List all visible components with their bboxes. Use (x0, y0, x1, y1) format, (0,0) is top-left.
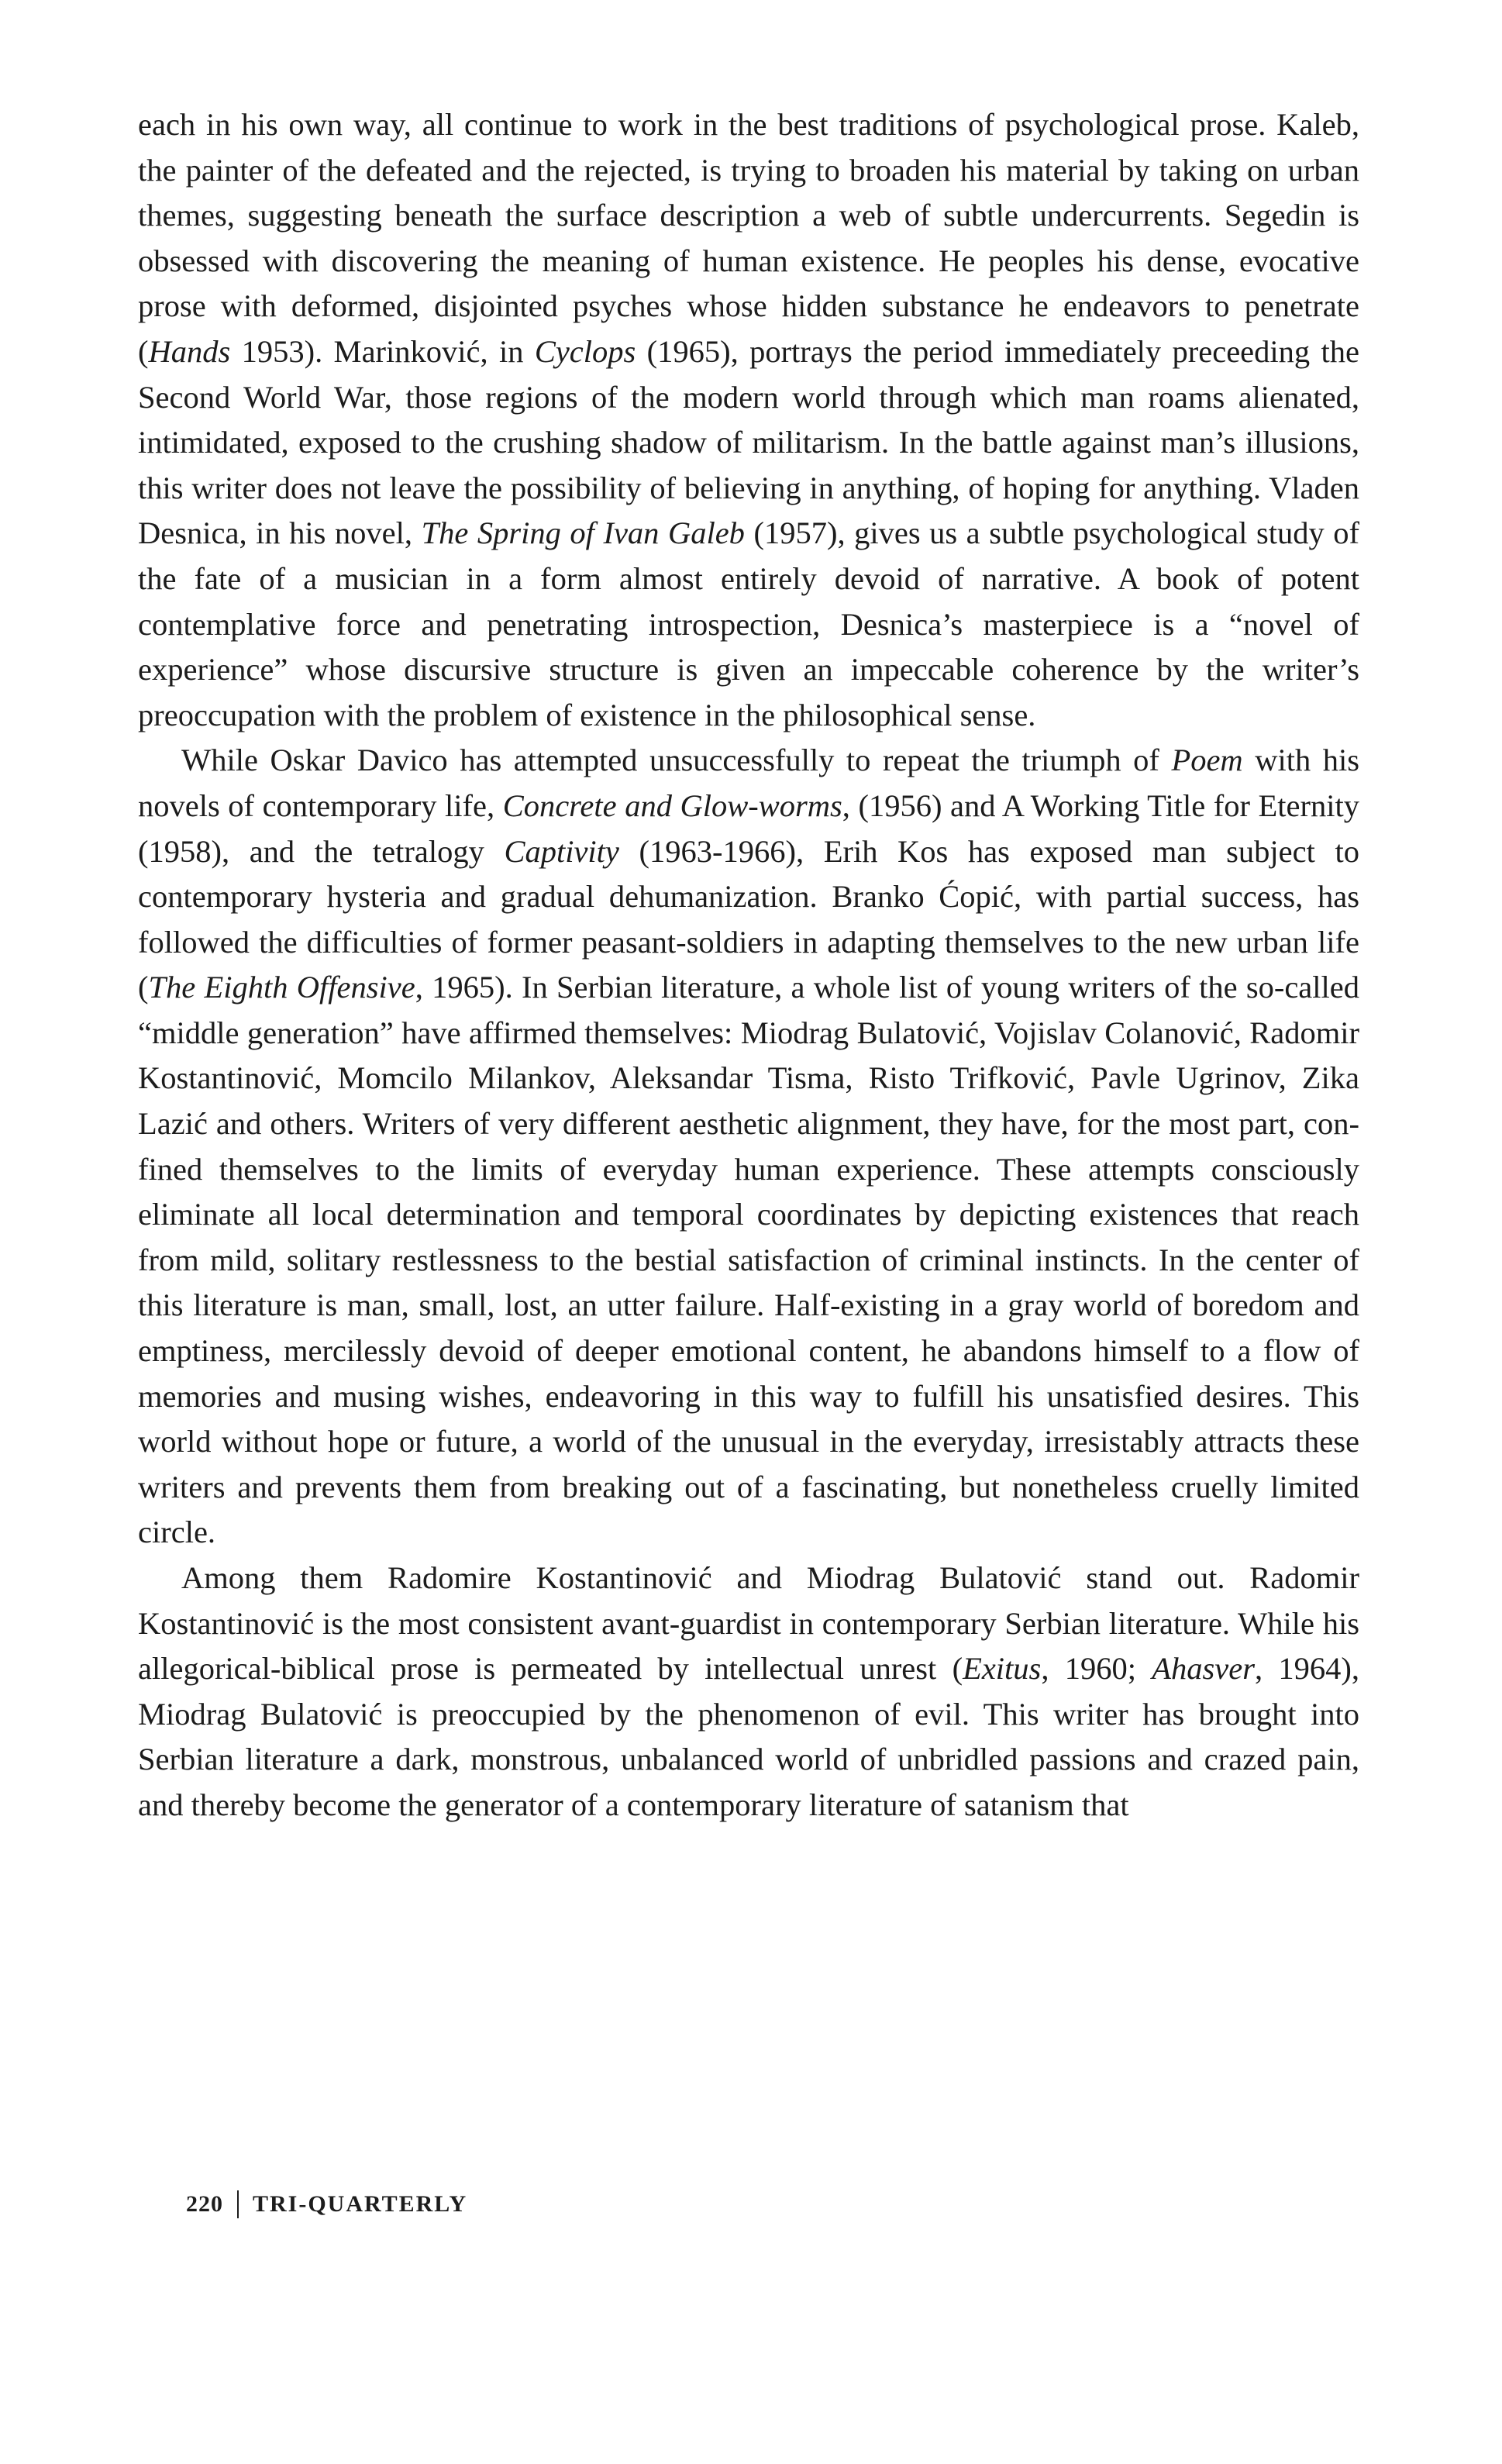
text-run: 1953). Marinković, in (230, 333, 535, 369)
italic-title: Concrete and Glow-worms (502, 787, 842, 823)
text-run: each in his own way, all continue to work in the best traditions of psychological prose. Kaleb, the painter of the defeated and the rejected, is trying to broaden his material by taking on urban themes, suggesting beneath the surface description a web of subtle undercurrents. Segedin is obsessed with discovering the meaning of human existence. He peoples his dense, evocative prose with deformed, disjointed psyches whose hidden substance he endeavors to penetrate ( (138, 107, 1359, 369)
article-body (138, 102, 1359, 1828)
paragraph (138, 1556, 1359, 1828)
italic-title: The Eighth Offensive (148, 970, 415, 1005)
text-run: While Oskar Davico has attempted unsuccessfully to repeat the triumph of (181, 743, 1172, 778)
italic-title: Captivity (504, 833, 619, 869)
italic-title: Hands (148, 333, 231, 369)
text-run: , 1964), Miodrag Bulatović is preoccupied by the phenomenon of evil. This writer has brought into Serbian literature a dark, monstrous, unbalanced world of unbridled passions and crazed pain, and thereby become the generator of a contemporary literature of satanism that (138, 1651, 1359, 1822)
text-run: with his novels of contemporary life, (138, 743, 1359, 823)
italic-title: Cyclops (534, 333, 636, 369)
page-footer (186, 2190, 467, 2218)
italic-title: Ahasver (1152, 1651, 1255, 1687)
page-number: 220 (186, 2191, 223, 2217)
journal-name: TRI-QUARTERLY (253, 2191, 468, 2217)
italic-title: Exitus (963, 1651, 1042, 1687)
text-run: (1963-1966), Erih Kos has exposed man subject to contemporary hysteria and gradual dehumanization. Branko Ćopić, with partial success, has followed the difficulties of former peasant-soldiers in adapting themselves to the new urban life ( (138, 833, 1359, 1005)
text-run: , (1956) and A Working Title for Eternity (1958), and the tetralogy (138, 787, 1359, 869)
text-run: (1965), portrays the period immediately preceeding the Second World War, those regions of the modern world through which man roams alienated, intimidated, exposed to the crushing shadow of militarism. In the battle against man’s illusions, this writer does not leave the possibility of believing in anything, of hoping for anything. Vladen Desnica, in his novel, (138, 333, 1359, 551)
paragraph (138, 102, 1359, 738)
italic-title: Poem (1171, 743, 1243, 778)
footer-divider (237, 2190, 239, 2218)
paragraph (138, 738, 1359, 1556)
text-run: Among them Radomire Kostantinović and Miodrag Bulatović stand out. Radomir Kostantinović is the most consistent avant-guardist in contemporary Serbian literature. While his allegorical-biblical prose is permeated by intellectual unrest ( (138, 1560, 1359, 1687)
text-run: , 1965). In Serbian literature, a whole list of young writers of the so-called “middle generation” have affirmed themselves: Miodrag Bulatović, Vojislav Colanović, Radomir Kostantinović, Momcilo Milankov, Aleksandar Tisma, Risto Trifković, Pavle Ugrinov, Zika Lazić and others. Writers of very different aesthetic alignment, they have, for the most part, confined themselves to the limits of everyday human experience. These attempts consciously eliminate all local determination and temporal coordinates by depicting existences that reach from mild, solitary restlessness to the bestial satisfaction of criminal instincts. In the center of this literature is man, small, lost, an utter failure. Half-existing in a gray world of boredom and emptiness, mercilessly devoid of deeper emotional content, he abandons himself to a flow of memories and musing wishes, endeavoring in this way to fulfill his unsatisfied desires. This world without hope or future, a world of the unusual in the everyday, irresistably attracts these writers and prevents them from breaking out of a fascinating, but nonetheless cruelly limited circle. (138, 970, 1360, 1550)
text-run: , 1960; (1041, 1651, 1152, 1687)
text-run: (1957), gives us a subtle psychological study of the fate of a musician in a form almost entirely devoid of narrative. A book of potent contemplative force and penetrating introspection, Desnica’s masterpiece is a “novel of experience” whose discursive structure is given an impeccable coherence by the writer’s preoccupation with the problem of existence in the philosophical sense. (138, 515, 1359, 732)
italic-title: The Spring of Ivan Galeb (421, 515, 745, 551)
